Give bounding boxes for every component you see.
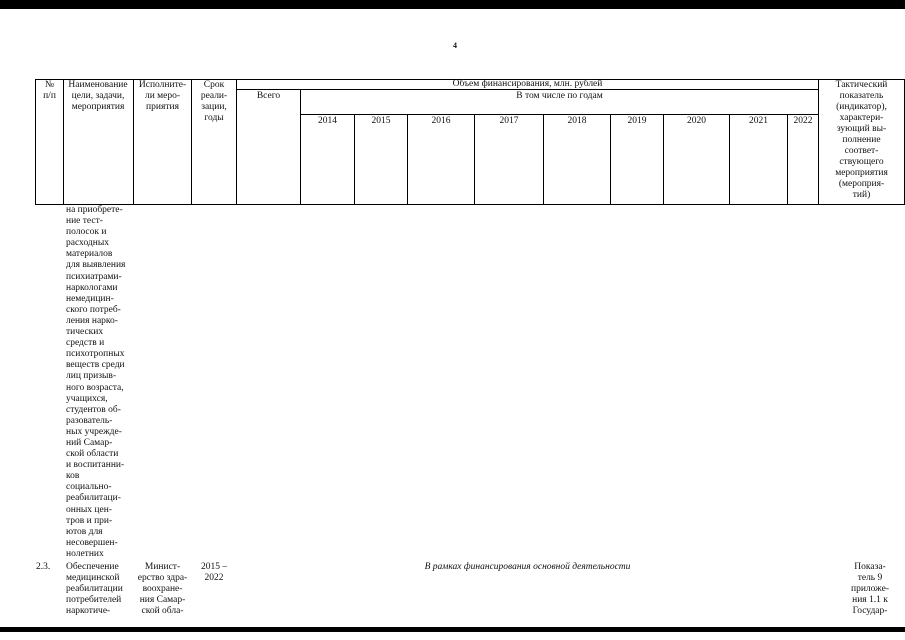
header-by-years: В том числе по годам bbox=[516, 91, 603, 101]
bottom-scan-border bbox=[0, 627, 905, 632]
row-indicator: Показа- тель 9 приложе- ния 1.1 к Государ- bbox=[851, 562, 889, 617]
header-col-number: № п/п bbox=[43, 80, 56, 101]
row-number: 2.3. bbox=[36, 562, 51, 572]
header-year-2020: 2020 bbox=[687, 116, 706, 126]
row-name: Обеспечение медицинской реабилитации потребителей наркотиче- bbox=[66, 562, 123, 617]
header-year-2018: 2018 bbox=[567, 116, 587, 126]
header-year-2015: 2015 bbox=[371, 116, 391, 126]
header-col-executor: Исполните- ли меро- приятия bbox=[138, 80, 187, 112]
row-funding-note: В рамках финансирования основной деятельности bbox=[424, 562, 631, 572]
header-year-2017: 2017 bbox=[499, 116, 519, 126]
header-col-term: Срок реали- зации, годы bbox=[200, 80, 228, 123]
header-funding-title: Объем финансирования, млн. рублей bbox=[452, 79, 603, 89]
header-indicator: Тактический показатель (индикатор), характери- зующий вы- полнение соответ- ствующего мероприятия (мероприя- тий) bbox=[835, 80, 888, 200]
header-year-2016: 2016 bbox=[431, 116, 451, 126]
page-number: 4 bbox=[453, 41, 457, 50]
continuation-text: на приобрете- ние тест- полосок и расходных материалов для выявления психиатрами- наркологами немедицин- ского потреб- ления нарко- тических средств и психотропных веществ среди лиц призыв- ного возраста, учащихся, студентов об- разователь- ных учрежде- ний Самар- ской области и воспитанни- ков социально- реабилитаци- онных цен- тров и при- ютов для несовершен- нолетних bbox=[66, 205, 126, 559]
header-year-2022: 2022 bbox=[793, 116, 813, 126]
header-year-2019: 2019 bbox=[627, 116, 647, 126]
header-year-2014: 2014 bbox=[318, 116, 337, 126]
header-year-2021: 2021 bbox=[749, 116, 768, 126]
top-scan-border bbox=[0, 0, 905, 9]
row-executor: Минист- ерство здра- воохране- ния Самар- ской обла- bbox=[137, 562, 188, 617]
row-term: 2015 – 2022 bbox=[200, 562, 228, 584]
header-total: Всего bbox=[256, 91, 281, 101]
header-col-name: Наименование цели, задачи, мероприятия bbox=[68, 80, 128, 112]
